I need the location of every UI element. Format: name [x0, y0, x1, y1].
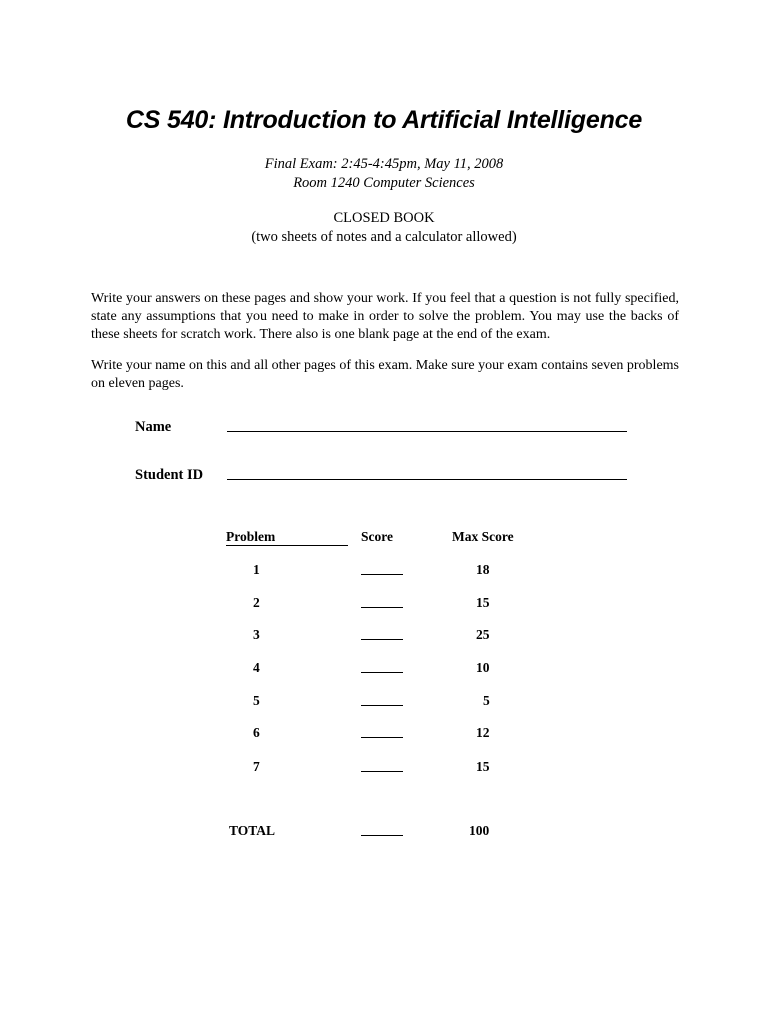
- student-id-label: Student ID: [135, 467, 204, 483]
- max-score: 15: [476, 759, 490, 774]
- problem-number: 4: [253, 660, 260, 675]
- exam-time-line: Final Exam: 2:45-4:45pm, May 11, 2008: [264, 156, 504, 172]
- score-blank[interactable]: [361, 639, 403, 640]
- name-field[interactable]: [227, 431, 627, 432]
- max-score: 10: [476, 660, 490, 675]
- score-blank[interactable]: [361, 574, 403, 575]
- score-blank[interactable]: [361, 607, 403, 608]
- column-header-max-score: Max Score: [452, 529, 514, 544]
- score-blank[interactable]: [361, 705, 403, 706]
- problem-number: 3: [253, 627, 260, 642]
- page-title: CS 540: Introduction to Artificial Intelligence: [125, 106, 643, 134]
- problem-number: 5: [253, 693, 260, 708]
- score-blank[interactable]: [361, 672, 403, 673]
- notes-allowed-notice: (two sheets of notes and a calculator allowed): [251, 229, 517, 245]
- column-header-problem: Problem: [226, 529, 348, 546]
- max-score: 18: [476, 562, 490, 577]
- room-line: Room 1240 Computer Sciences: [293, 175, 475, 191]
- name-label: Name: [135, 419, 172, 435]
- problem-number: 6: [253, 725, 260, 740]
- total-max-score: 100: [469, 823, 490, 838]
- problem-number: 2: [253, 595, 260, 610]
- max-score: 5: [483, 693, 490, 708]
- column-header-score: Score: [361, 529, 393, 544]
- score-blank[interactable]: [361, 771, 403, 772]
- total-score-blank[interactable]: [361, 835, 403, 836]
- student-id-field[interactable]: [227, 479, 627, 480]
- score-blank[interactable]: [361, 737, 403, 738]
- instructions-paragraph-1: Write your answers on these pages and show your work. If you feel that a question is not fully specified, state any assumptions that you need to make in order to solve the problem. You may use the backs of these sheets for scratch work. There also is one blank page at the end of the exam.: [91, 291, 679, 342]
- max-score: 15: [476, 595, 490, 610]
- problem-number: 1: [253, 562, 260, 577]
- max-score: 25: [476, 627, 490, 642]
- max-score: 12: [476, 725, 490, 740]
- instructions-paragraph-2: Write your name on this and all other pages of this exam. Make sure your exam contains seven problems on eleven pages.: [91, 358, 679, 391]
- closed-book-notice: CLOSED BOOK: [333, 210, 435, 226]
- problem-number: 7: [253, 759, 260, 774]
- total-label: TOTAL: [229, 823, 276, 838]
